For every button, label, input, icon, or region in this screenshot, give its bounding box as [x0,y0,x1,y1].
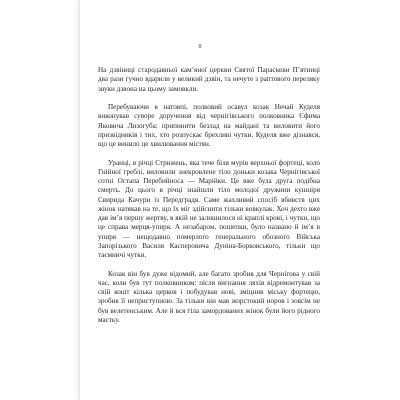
page-body [98,66,320,334]
page-number: 8 [198,43,202,50]
paragraph-1: На дзвіниці стародавньої кам’яної церкви Святої Параскеви П’ятниці два рази гучно вдарили у великий дзвін, та нечуте з раптового переляку звуки дзвона на цьому замовкли. [98,66,320,93]
book-page [79,0,320,400]
paragraph-2: Перебуваючи в натовпі, полковий осавул козак Нечай Куделя виконував суворе доручення від чернігівського полковника Єфима Яковича Лизогуба: припинити безлад на майдані та виловити його призвідників і тих, хто розпускає брехливі чутки. Куделя вже дізнався, що це винило це хвилювання містян. [98,103,320,148]
paragraph-4: Козак він був дуже відомий, але багато зробив для Чернігова у свій час, коли був тут полковником: після вигнання ляхів відремонтував за свій кошт кілька церков і побудував нові, зміцнив міську фортецю, зробив її неприступною. За тільки він мав жорстокий норов і зовсім не був велетенським. Але й вся тіла замордованих жінок були його рідного мастку. [98,269,320,324]
paragraph-3: Уранці, в річці Стрижень, яка тече біля мурів верхньої фортеці, коло Гнійної греблі, виловили знекровлене тіло доньки козака Чернігівської сотні Остапа Перебийноса — Марійки. Це вже була друга подібна смерть. До цього в річці знайшли тіло молодої дружини кушніря Свирида Качури із Передградя. Саме жахливий спосіб вбивств цих жінок натякав на те, що їх міг здійснити тільки вовкулак. Хоч дехто вже дав ім’я першу жертву, в якій не залишилося ні краплі крові, і чутки, що це справа мерця-упиря. А незабаром, пошепки, було названо й ім’я в упиря — нещодавно померлого генерального обозного Війська Запорізького Василя Касперовича Дуніна-Борковського, тільки що таємничі чутки. [98,158,320,259]
